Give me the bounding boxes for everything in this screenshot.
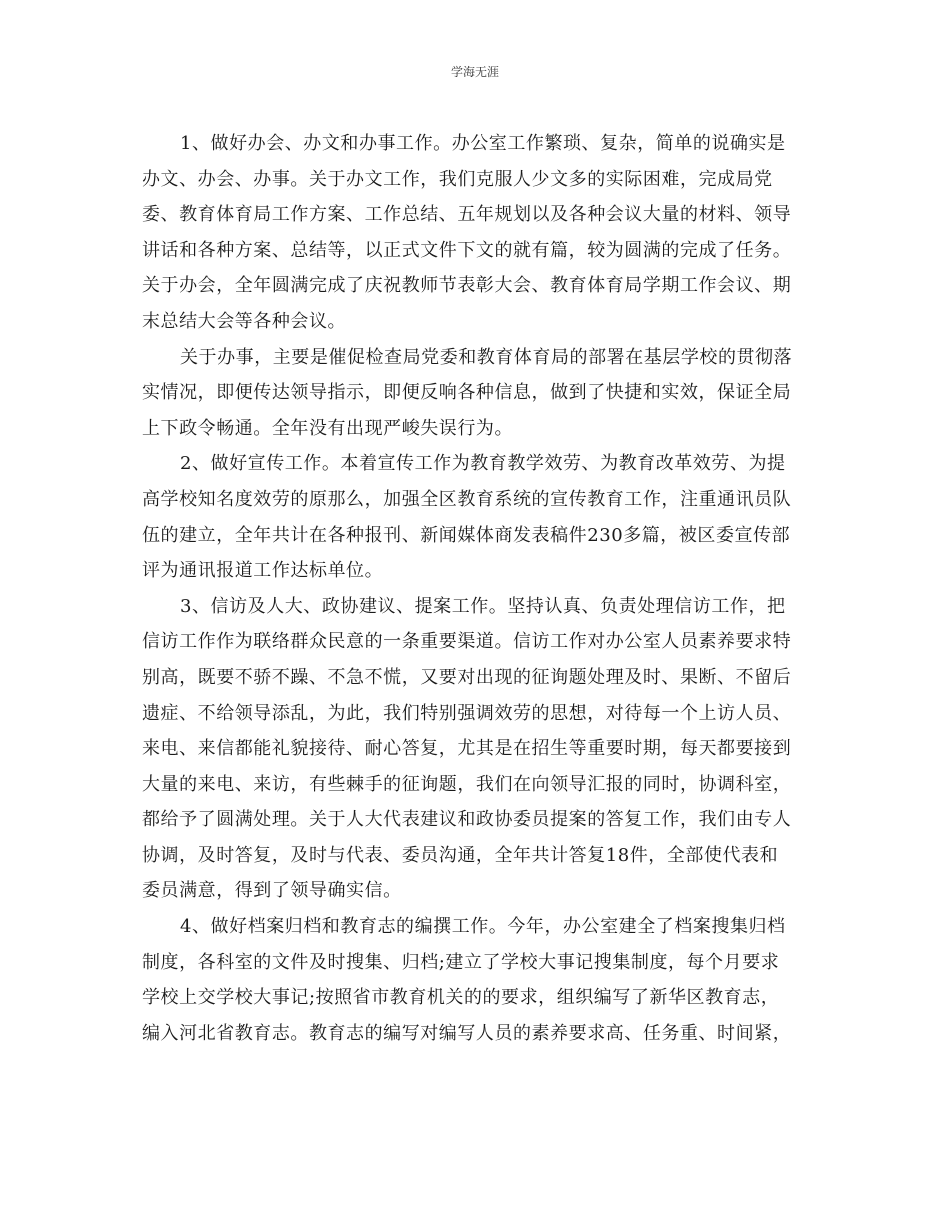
- text-line: 来电、来信都能礼貌接待、耐心答复，尤其是在招生等重要时期，每天都要接到: [142, 738, 792, 760]
- text-line: 协调，及时答复，及时与代表、委员沟通，全年共计答复18件，全部使代表和: [142, 844, 779, 866]
- text-line: 别高，既要不骄不躁、不急不慌，又要对出现的征询题处理及时、果断、不留后: [142, 666, 792, 688]
- text-line: 编入河北省教育志。教育志的编写对编写人员的素养要求高、任务重、时间紧，: [142, 1022, 792, 1044]
- text-line: 末总结大会等各种会议。: [142, 310, 347, 332]
- text-line: 都给予了圆满处理。关于人大代表建议和政协委员提案的答复工作，我们由专人: [142, 809, 792, 831]
- text-line: 伍的建立，全年共计在各种报刊、新闻媒体商发表稿件230多篇，被区委宣传部: [142, 524, 791, 546]
- text-line: 遗症、不给领导添乱，为此，我们特别强调效劳的思想，对待每一个上访人员、: [142, 702, 792, 724]
- text-line: 4、做好档案归档和教育志的编撰工作。今年，办公室建全了档案搜集归档: [180, 916, 786, 938]
- text-line: 实情况，即便传达领导指示，即便反响各种信息，做到了快捷和实效，保证全局: [142, 382, 792, 404]
- text-line: 制度，各科室的文件及时搜集、归档;建立了学校大事记搜集制度，每个月要求: [142, 951, 780, 973]
- text-line: 委、教育体育局工作方案、工作总结、五年规划以及各种会议大量的材料、领导: [142, 204, 792, 226]
- text-line: 高学校知名度效劳的原那么，加强全区教育系统的宣传教育工作，注重通讯员队: [142, 488, 792, 510]
- text-line: 关于办会，全年圆满完成了庆祝教师节表彰大会、教育体育局学期工作会议、期: [142, 275, 792, 297]
- text-line: 1、做好办会、办文和办事工作。办公室工作繁琐、复杂，简单的说确实是: [180, 133, 786, 154]
- page-header: 学海无涯: [450, 65, 499, 79]
- text-line: 3、信访及人大、政协建议、提案工作。坚持认真、负责处理信访工作，把: [180, 595, 786, 617]
- document-body: [142, 126, 802, 1051]
- text-line: 关于办事，主要是催促检查局党委和教育体育局的部署在基层学校的贯彻落: [180, 346, 793, 368]
- text-line: 讲话和各种方案、总结等，以正式文件下文的就有篇，较为圆满的完成了任务。: [142, 239, 792, 261]
- text-line: 大量的来电、来访，有些棘手的征询题，我们在向领导汇报的同时，协调科室，: [142, 773, 792, 795]
- text-line: 上下政令畅通。全年没有出现严峻失误行为。: [142, 417, 513, 439]
- text-line: 信访工作作为联络群众民意的一条重要渠道。信访工作对办公室人员素养要求特: [142, 631, 792, 653]
- text-line: 办文、办会、办事。关于办文工作，我们克服人少文多的实际困难，完成局党: [142, 168, 773, 190]
- text-line: 委员满意，得到了领导确实信。: [142, 880, 402, 902]
- text-line: 评为通讯报道工作达标单位。: [142, 560, 384, 582]
- text-line: 学校上交学校大事记;按照省市教育机关的的要求，组织编写了新华区教育志，: [142, 987, 780, 1009]
- text-line: 2、做好宣传工作。本着宣传工作为教育教学效劳、为教育改革效劳、为提: [180, 453, 786, 475]
